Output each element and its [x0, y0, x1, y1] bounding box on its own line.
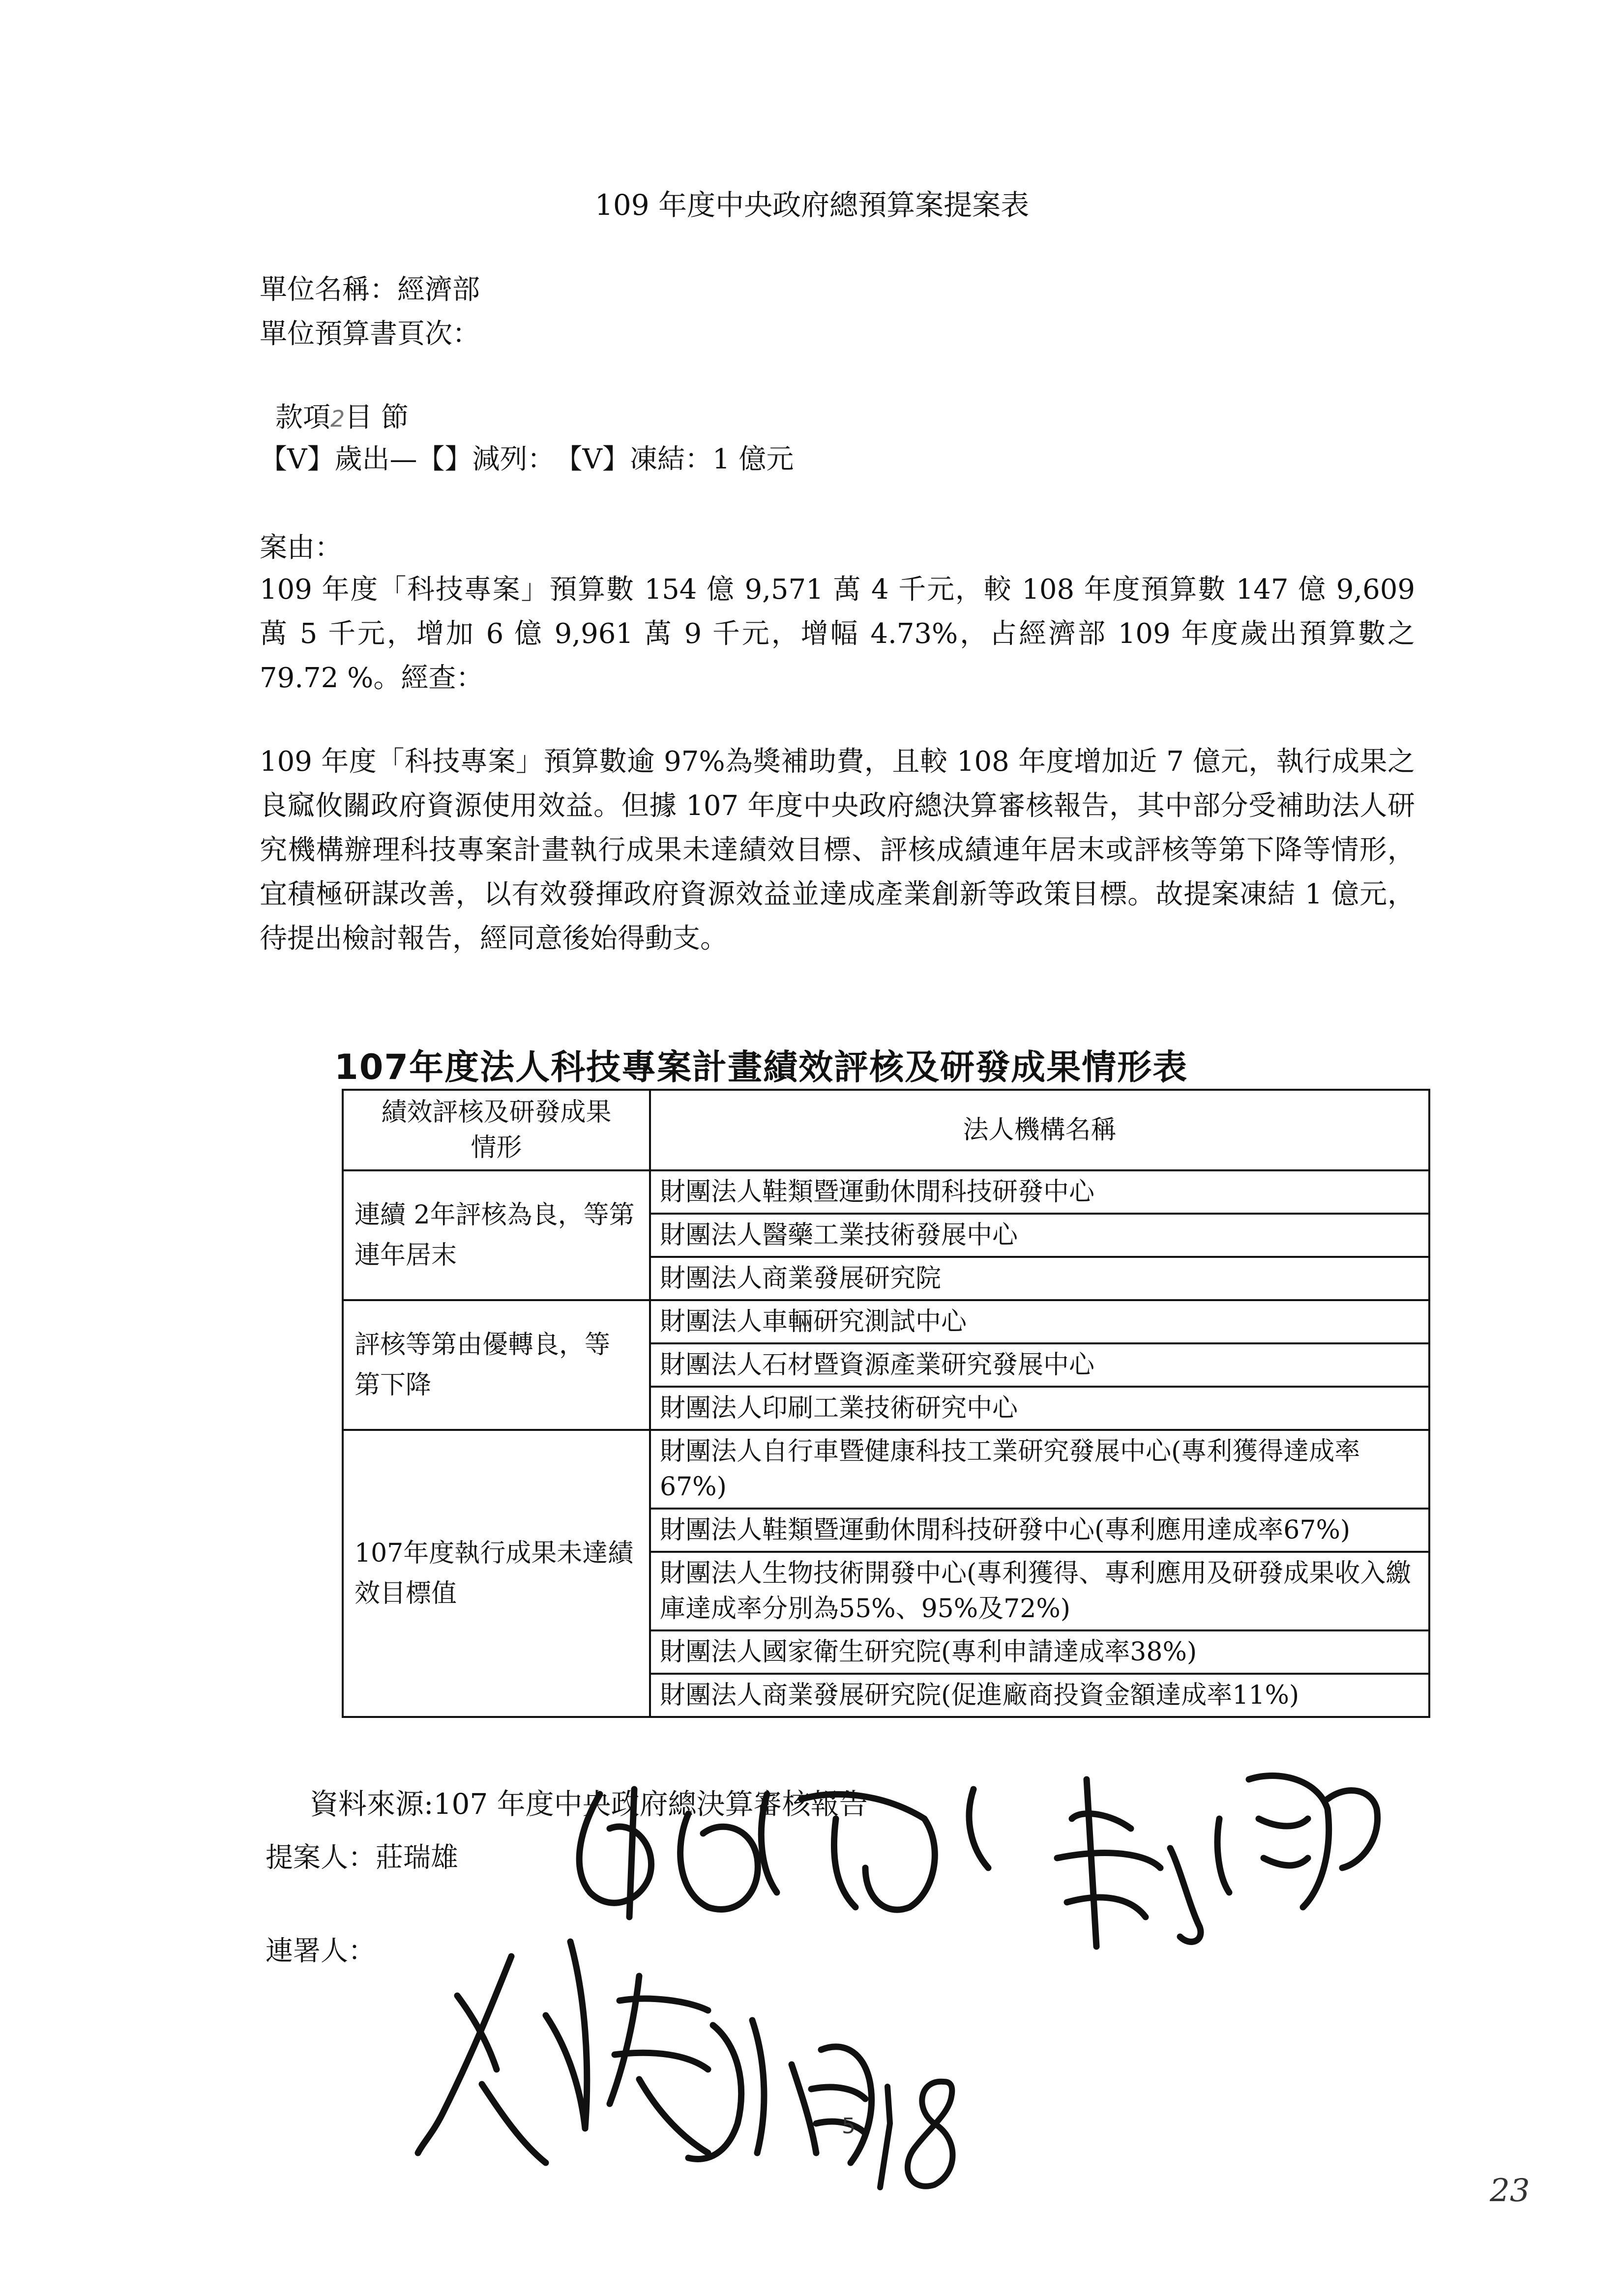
signature-2 [1057, 1776, 1378, 1947]
category-cell: 107年度執行成果未達績效目標值 [343, 1430, 650, 1717]
category-cell: 連續 2年評核為良，等第連年居末 [343, 1170, 650, 1300]
small-page-mark: 5 [842, 2114, 856, 2139]
institution-cell: 財團法人石材暨資源產業研究發展中心 [650, 1343, 1429, 1387]
header-institution: 法人機構名稱 [650, 1090, 1429, 1170]
reason-paragraph-2: 109 年度「科技專案」預算數逾 97%為獎補助費，且較 108 年度增加近 7 億元，執行成果之良窳攸關政府資源使用效益。但據 107 年度中央政府總決算審核報告，其中部分受補助法人研究機構辦理科技專案計畫執行成果未達績效目標、評核成績連年居末或評核等第下降等情形，宜積極研謀改善，以有效發揮政府資源效益並達成產業創新等政策目標。故提案凍結 1 億元，待提出檢討報告，經同意後始得動支。 [260, 746, 1415, 955]
budget-page-label: 單位預算書頁次： [260, 318, 480, 350]
budget-action-line: 【V】歲出—【】減列： 【V】凍結：1 億元 [260, 443, 794, 475]
institution-cell: 財團法人自行車暨健康科技工業研究發展中心(專利獲得達成率67%) [650, 1430, 1429, 1509]
corner-page-number: 23 [1490, 2173, 1530, 2209]
institution-cell: 財團法人鞋類暨運動休閒科技研發中心 [650, 1170, 1429, 1214]
signature-1 [579, 1789, 988, 1917]
document-title: 109 年度中央政府總預算案提案表 [594, 188, 1030, 222]
institution-cell: 財團法人生物技術開發中心(專利獲得、專利應用及研發成果收入繳庫達成率分別為55%、95%及72%) [650, 1552, 1429, 1630]
institution-cell: 財團法人醫藥工業技術發展中心 [650, 1214, 1429, 1257]
institution-cell: 財團法人商業發展研究院(促進廠商投資金額達成率11%) [650, 1674, 1429, 1717]
cosigners-label: 連署人： [266, 1935, 376, 1967]
header-category: 績效評核及研發成果情形 [343, 1090, 650, 1170]
institution-cell: 財團法人印刷工業技術研究中心 [650, 1387, 1429, 1430]
handwritten-18 [880, 2082, 953, 2187]
unit-name: 單位名稱：經濟部 [260, 274, 480, 306]
institution-cell: 財團法人鞋類暨運動休閒科技研發中心(專利應用達成率67%) [650, 1509, 1429, 1552]
category-cell: 評核等第由優轉良，等第下降 [343, 1300, 650, 1430]
signature-3 [418, 1942, 872, 2163]
section-label: 款項 [275, 402, 330, 434]
institution-cell: 財團法人商業發展研究院 [650, 1257, 1429, 1300]
proposer: 提案人：莊瑞雄 [266, 1842, 458, 1874]
institution-cell: 財團法人國家衛生研究院(專利申請達成率38%) [650, 1630, 1429, 1674]
institution-cell: 財團法人車輛研究測試中心 [650, 1300, 1429, 1343]
reason-label: 案由： [260, 532, 342, 564]
section-handmark: 2 [330, 406, 345, 432]
table-source: 資料來源:107 年度中央政府總決算審核報告 [310, 1787, 868, 1821]
section-rest: 目 節 [345, 402, 409, 434]
reason-paragraph-1: 109 年度「科技專案」預算數 154 億 9,571 萬 4 千元，較 108 年度預算數 147 億 9,609 萬 5 千元，增加 6 億 9,961 萬 9 千元，增幅 4.73%，占經濟部 109 年度歲出預算數之 79.72 %。經查： [260, 574, 1415, 694]
table-title: 107年度法人科技專案計畫績效評核及研發成果情形表 [334, 1047, 1188, 1087]
